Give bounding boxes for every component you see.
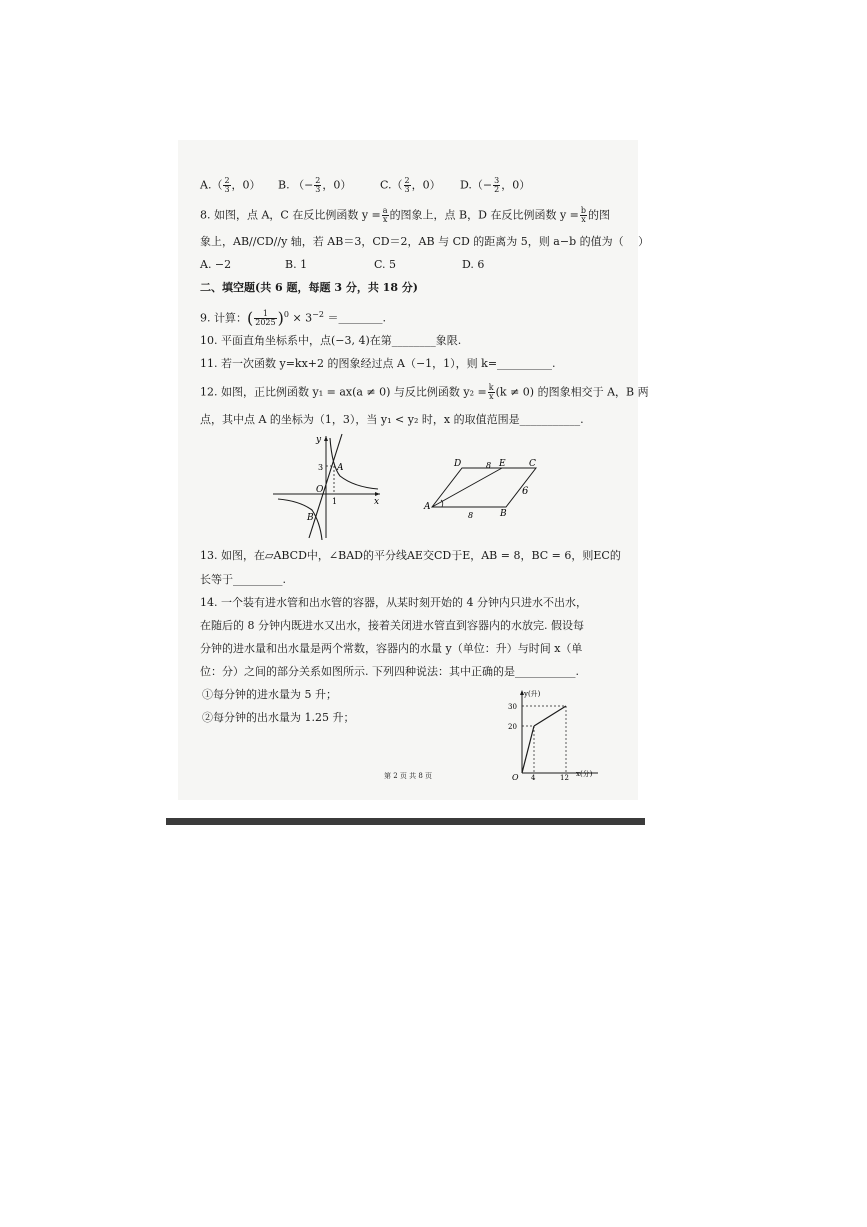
q13-line1: 13. 如图，在▱ABCD中，∠BAD的平分线AE交CD于E，AB = 8，BC = 6，则EC的 <box>200 549 621 562</box>
q14-line3: 分钟的进水量和出水量是两个常数，容器内的水量 y（单位：升）与时间 x（单 <box>200 642 583 655</box>
q7-option-a: A.（ $\frac{2}{3}$ ，0） <box>200 176 261 194</box>
vertex-c: C <box>529 459 536 469</box>
point-e: E <box>499 459 506 469</box>
tick-4: 4 <box>531 774 536 782</box>
x-axis-arrow <box>375 492 380 496</box>
q14-line2: 在随后的 8 分钟内既进水又出水，接着关闭进水管直到容器内的水放完. 假设每 <box>200 619 584 632</box>
y-axis-label: y(升) <box>524 690 541 698</box>
angle-arc <box>441 500 443 507</box>
vertex-a: A <box>424 502 431 512</box>
q14-statement-1: ①每分钟的进水量为 5 升； <box>202 688 337 701</box>
q12-figure <box>268 430 388 542</box>
q14-figure <box>500 686 606 784</box>
y-label: y <box>316 435 322 445</box>
tick-3: 3 <box>318 463 324 472</box>
q9: 9. 计算：( $\frac{1}{2025}$ )$^0 \times 3^{-2}$ ＝________. <box>200 308 386 328</box>
q7-option-d: D.（− $\frac{3}{2}$ ，0） <box>460 176 531 194</box>
tick-20: 20 <box>508 723 517 731</box>
q8-option-c: C. 5 <box>374 258 397 271</box>
q8-line1: 8. 如图，点 A，C 在反比例函数 y = $\frac{a}{x}$ 的图象上，点 B，D 在反比例函数 y = $\frac{b}{x}$ 的图 <box>200 206 611 224</box>
x-axis-label: x(分) <box>576 770 593 778</box>
segment-fill-drain <box>534 706 566 726</box>
vertex-d: D <box>454 459 462 469</box>
page-footer: 第 2 页 共 8 页 <box>384 772 433 780</box>
q12-line1: 12. 如图，正比例函数 y₁ = ax(a ≠ 0) 与反比例函数 y₂ = $\frac{k}{x}$ (k ≠ 0) 的图象相交于 A，B 两 <box>200 383 649 401</box>
q8-option-d: D. 6 <box>462 258 485 271</box>
handwritten-8-top: 8 <box>486 461 492 470</box>
origin-label: O <box>316 485 324 495</box>
scan-edge-bar <box>166 818 645 825</box>
q10: 10. 平面直角坐标系中，点(−3, 4)在第________象限. <box>200 334 462 347</box>
q7-option-b: B. （− $\frac{2}{3}$ ，0） <box>278 176 352 194</box>
handwritten-6: 6 <box>522 486 529 497</box>
q8-line2: 象上，AB//CD//y 轴，若 AB＝3，CD＝2，AB 与 CD 的距离为 5，则 a−b 的值为（ ） <box>200 235 650 248</box>
x-label: x <box>374 497 380 507</box>
q7-option-c: C.（ $\frac{2}{3}$ ，0） <box>380 176 441 194</box>
q14-line4: 位：分）之间的部分关系如图所示. 下列四种说法：其中正确的是___________. <box>200 665 579 678</box>
q8-option-b: B. 1 <box>285 258 308 271</box>
q11: 11. 若一次函数 y=kx+2 的图象经过点 A（−1，1），则 k=__________. <box>200 357 556 370</box>
section-heading: 二、填空题(共 6 题，每题 3 分，共 18 分) <box>200 281 419 294</box>
handwritten-8-bottom: 8 <box>468 511 474 520</box>
q13-figure <box>424 456 546 520</box>
q14-line1: 14. 一个装有进水管和出水管的容器，从某时刻开始的 4 分钟内只进水不出水， <box>200 596 587 609</box>
y-axis-arrow <box>324 436 328 441</box>
point-a-label: A <box>337 463 344 473</box>
q13-line2: 长等于_________. <box>200 573 286 586</box>
point-b-label: B <box>307 513 314 523</box>
tick-12: 12 <box>560 774 569 782</box>
segment-fill <box>522 726 534 773</box>
tick-1: 1 <box>332 497 338 506</box>
tick-30: 30 <box>508 703 517 711</box>
vertex-b: B <box>500 509 507 519</box>
parallelogram-abcd <box>432 468 536 507</box>
origin-label: O <box>512 773 519 782</box>
q12-line2: 点，其中点 A 的坐标为（1，3），当 y₁ < y₂ 时，x 的取值范围是___________. <box>200 413 584 426</box>
q8-option-a: A. −2 <box>200 258 232 271</box>
q14-statement-2: ②每分钟的出水量为 1.25 升； <box>202 711 355 724</box>
